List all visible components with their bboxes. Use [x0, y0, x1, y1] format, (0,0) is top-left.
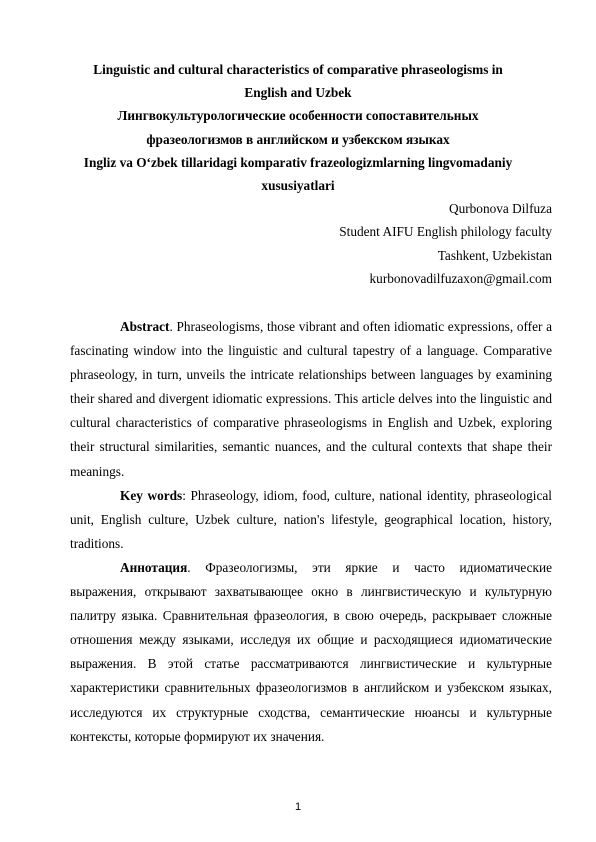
title-block: [70, 58, 526, 197]
author-email[interactable]: kurbonovadilfuzaxon@gmail.com: [369, 271, 552, 287]
author-block: [339, 197, 552, 291]
title-russian-line-1: Лингвокультурологические особенности сопоставительных: [117, 108, 479, 124]
title-english-line-2: English and Uzbek: [244, 85, 352, 101]
body-text: [70, 315, 552, 749]
keywords-label: Key words: [120, 487, 183, 503]
author-location: Tashkent, Uzbekistan: [437, 247, 552, 263]
title-uzbek-line-1: Ingliz va O‘zbek tillaridagi komparativ frazeologizmlarning lingvomadaniy: [83, 154, 513, 170]
keywords-paragraph: [70, 484, 552, 556]
abstract-label: Abstract: [120, 319, 170, 334]
title-english-line-1: Linguistic and cultural characteristics of comparative phraseologisms in: [93, 62, 503, 77]
annotation-paragraph: [70, 556, 552, 749]
title-russian-line-2: фразеологизмов в английском и узбекском языках: [146, 131, 450, 147]
annotation-label: Аннотация: [120, 559, 188, 575]
annotation-text: . Фразеологизмы, эти яркие и часто идиоматические выражения, открывают захватывающее окно в лингвистическую и культурную палитру языка. Сравнительная фразеология, в свою очередь, раскрывает сложные отношения между языками, исследуя их общие и расходящиеся идиоматические выражения. В этой статье рассматриваются лингвистические и культурные характеристики сравнительных фразеологизмов в английском и узбекском языках, исследуются их структурные сходства, семантические нюансы и культурные контексты, которые формируют их значения.: [70, 559, 552, 744]
author-name: Qurbonova Dilfuza: [448, 201, 552, 216]
author-position: Student AIFU English philology faculty: [339, 224, 552, 240]
keywords-text: : Phraseology, idiom, food, culture, national identity, phraseological unit, English culture, Uzbek culture, nation's lifestyle, geographical location, history, traditions.: [70, 487, 552, 551]
page-number: 1: [294, 801, 302, 813]
title-uzbek-line-2: xususiyatlari: [261, 178, 335, 194]
abstract-text: . Phraseologisms, those vibrant and often idiomatic expressions, offer a fascinating window into the linguistic and cultural tapestry of a language. Comparative phraseology, in turn, unveils the intricate relationships between languages by examining their shared and divergent idiomatic expressions. This article delves into the linguistic and cultural characteristics of comparative phraseologisms in English and Uzbek, exploring their structural similarities, semantic nuances, and the cultural contexts that shape their meanings.: [70, 319, 552, 479]
abstract-paragraph: [70, 315, 552, 484]
